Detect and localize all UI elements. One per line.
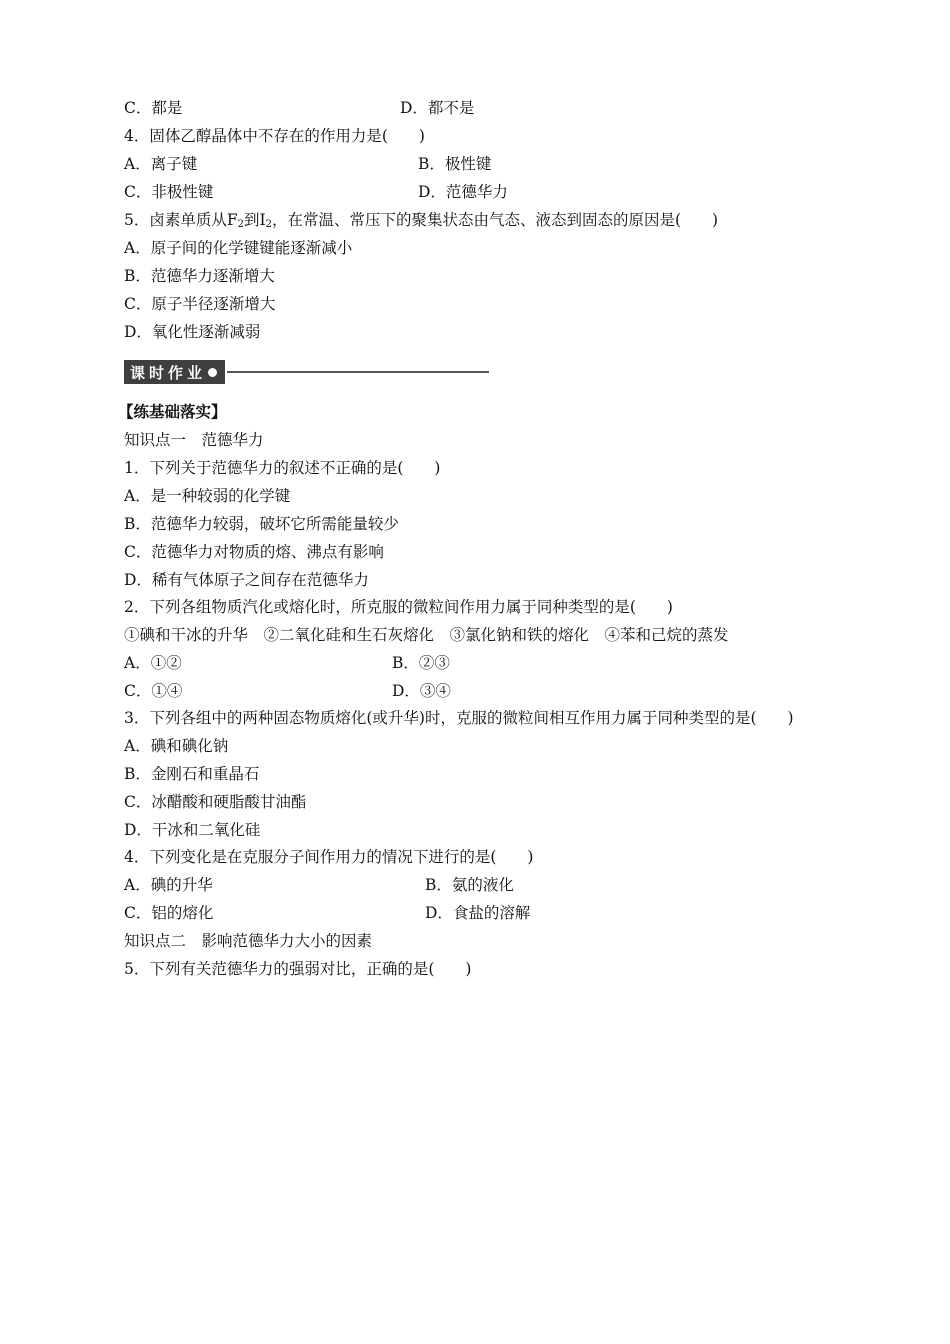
q1-stem: 1．下列关于范德华力的叙述不正确的是( ) [124,459,441,477]
q5-stem: 5．下列有关范德华力的强弱对比，正确的是( ) [124,960,472,978]
prev-q4-option-c: C．非极性键 [124,183,214,201]
section-heading: 【练基础落实】 [118,402,227,421]
section-banner [124,359,489,385]
q4-option-b: B．氨的液化 [425,876,514,894]
prev-q4-option-a: A．离子键 [124,155,198,173]
q3-stem: 3．下列各组中的两种固态物质熔化(或升华)时，克服的微粒间相互作用力属于同种类型的是( ) [124,709,794,727]
prev-q5-option-c: C．原子半径逐渐增大 [124,295,276,313]
q3-option-b: B．金刚石和重晶石 [124,765,260,783]
q5-stem-post: ，在常温、常压下的聚集状态由气态、液态到固态的原因是( ) [272,211,719,229]
prev-q4-option-d: D．范德华力 [418,183,508,201]
q1-option-d: D．稀有气体原子之间存在范德华力 [124,571,369,589]
q2-option-c: C．①④ [124,682,183,700]
prev-q5-stem [124,210,718,230]
q2-stem: 2．下列各组物质汽化或熔化时，所克服的微粒间作用力属于同种类型的是( ) [124,598,673,616]
prev-q3-option-c: C．都是 [124,99,183,117]
prev-q5-option-b: B．范德华力逐渐增大 [124,267,275,285]
prev-q4-option-b: B．极性键 [418,155,492,173]
q4-option-a: A．碘的升华 [124,876,213,894]
q2-option-d: D．③④ [392,682,451,700]
q2-option-b: B．②③ [392,654,450,672]
q2-option-a: A．①② [124,654,182,672]
prev-q5-option-a: A．原子间的化学键键能逐渐减小 [124,239,353,257]
q4-option-d: D．食盐的溶解 [425,904,531,922]
banner-rule [227,371,489,373]
prev-q5-option-d: D．氧化性逐渐减弱 [124,323,261,341]
q3-option-c: C．冰醋酸和硬脂酸甘油酯 [124,793,307,811]
q1-option-c: C．范德华力对物质的熔、沸点有影响 [124,543,384,561]
q3-option-a: A．碘和碘化钠 [124,737,229,755]
q1-option-a: A．是一种较弱的化学键 [124,487,291,505]
knowledge-point-2: 知识点二 影响范德华力大小的因素 [124,932,373,950]
q4-stem: 4．下列变化是在克服分子间作用力的情况下进行的是( ) [124,848,534,866]
bullet-dot-icon [208,368,217,377]
prev-q4-stem: 4．固体乙醇晶体中不存在的作用力是( ) [124,127,425,145]
knowledge-point-1: 知识点一 范德华力 [124,431,264,449]
q5-subscript-2: 2 [265,219,272,230]
q3-option-d: D．干冰和二氧化硅 [124,821,261,839]
q5-stem-mid: 到I [244,211,266,229]
prev-q3-option-d: D．都不是 [400,99,475,117]
banner-label: 课时作业 [130,363,207,382]
banner-label-box [124,360,225,384]
q4-option-c: C．铝的熔化 [124,904,214,922]
q5-stem-pre: 5．卤素单质从F [124,211,238,229]
q1-option-b: B．范德华力较弱，破坏它所需能量较少 [124,515,399,533]
q5-subscript-1: 2 [237,219,244,230]
q2-items: ①碘和干冰的升华 ②二氧化硅和生石灰熔化 ③氯化钠和铁的熔化 ④苯和己烷的蒸发 [124,626,729,644]
